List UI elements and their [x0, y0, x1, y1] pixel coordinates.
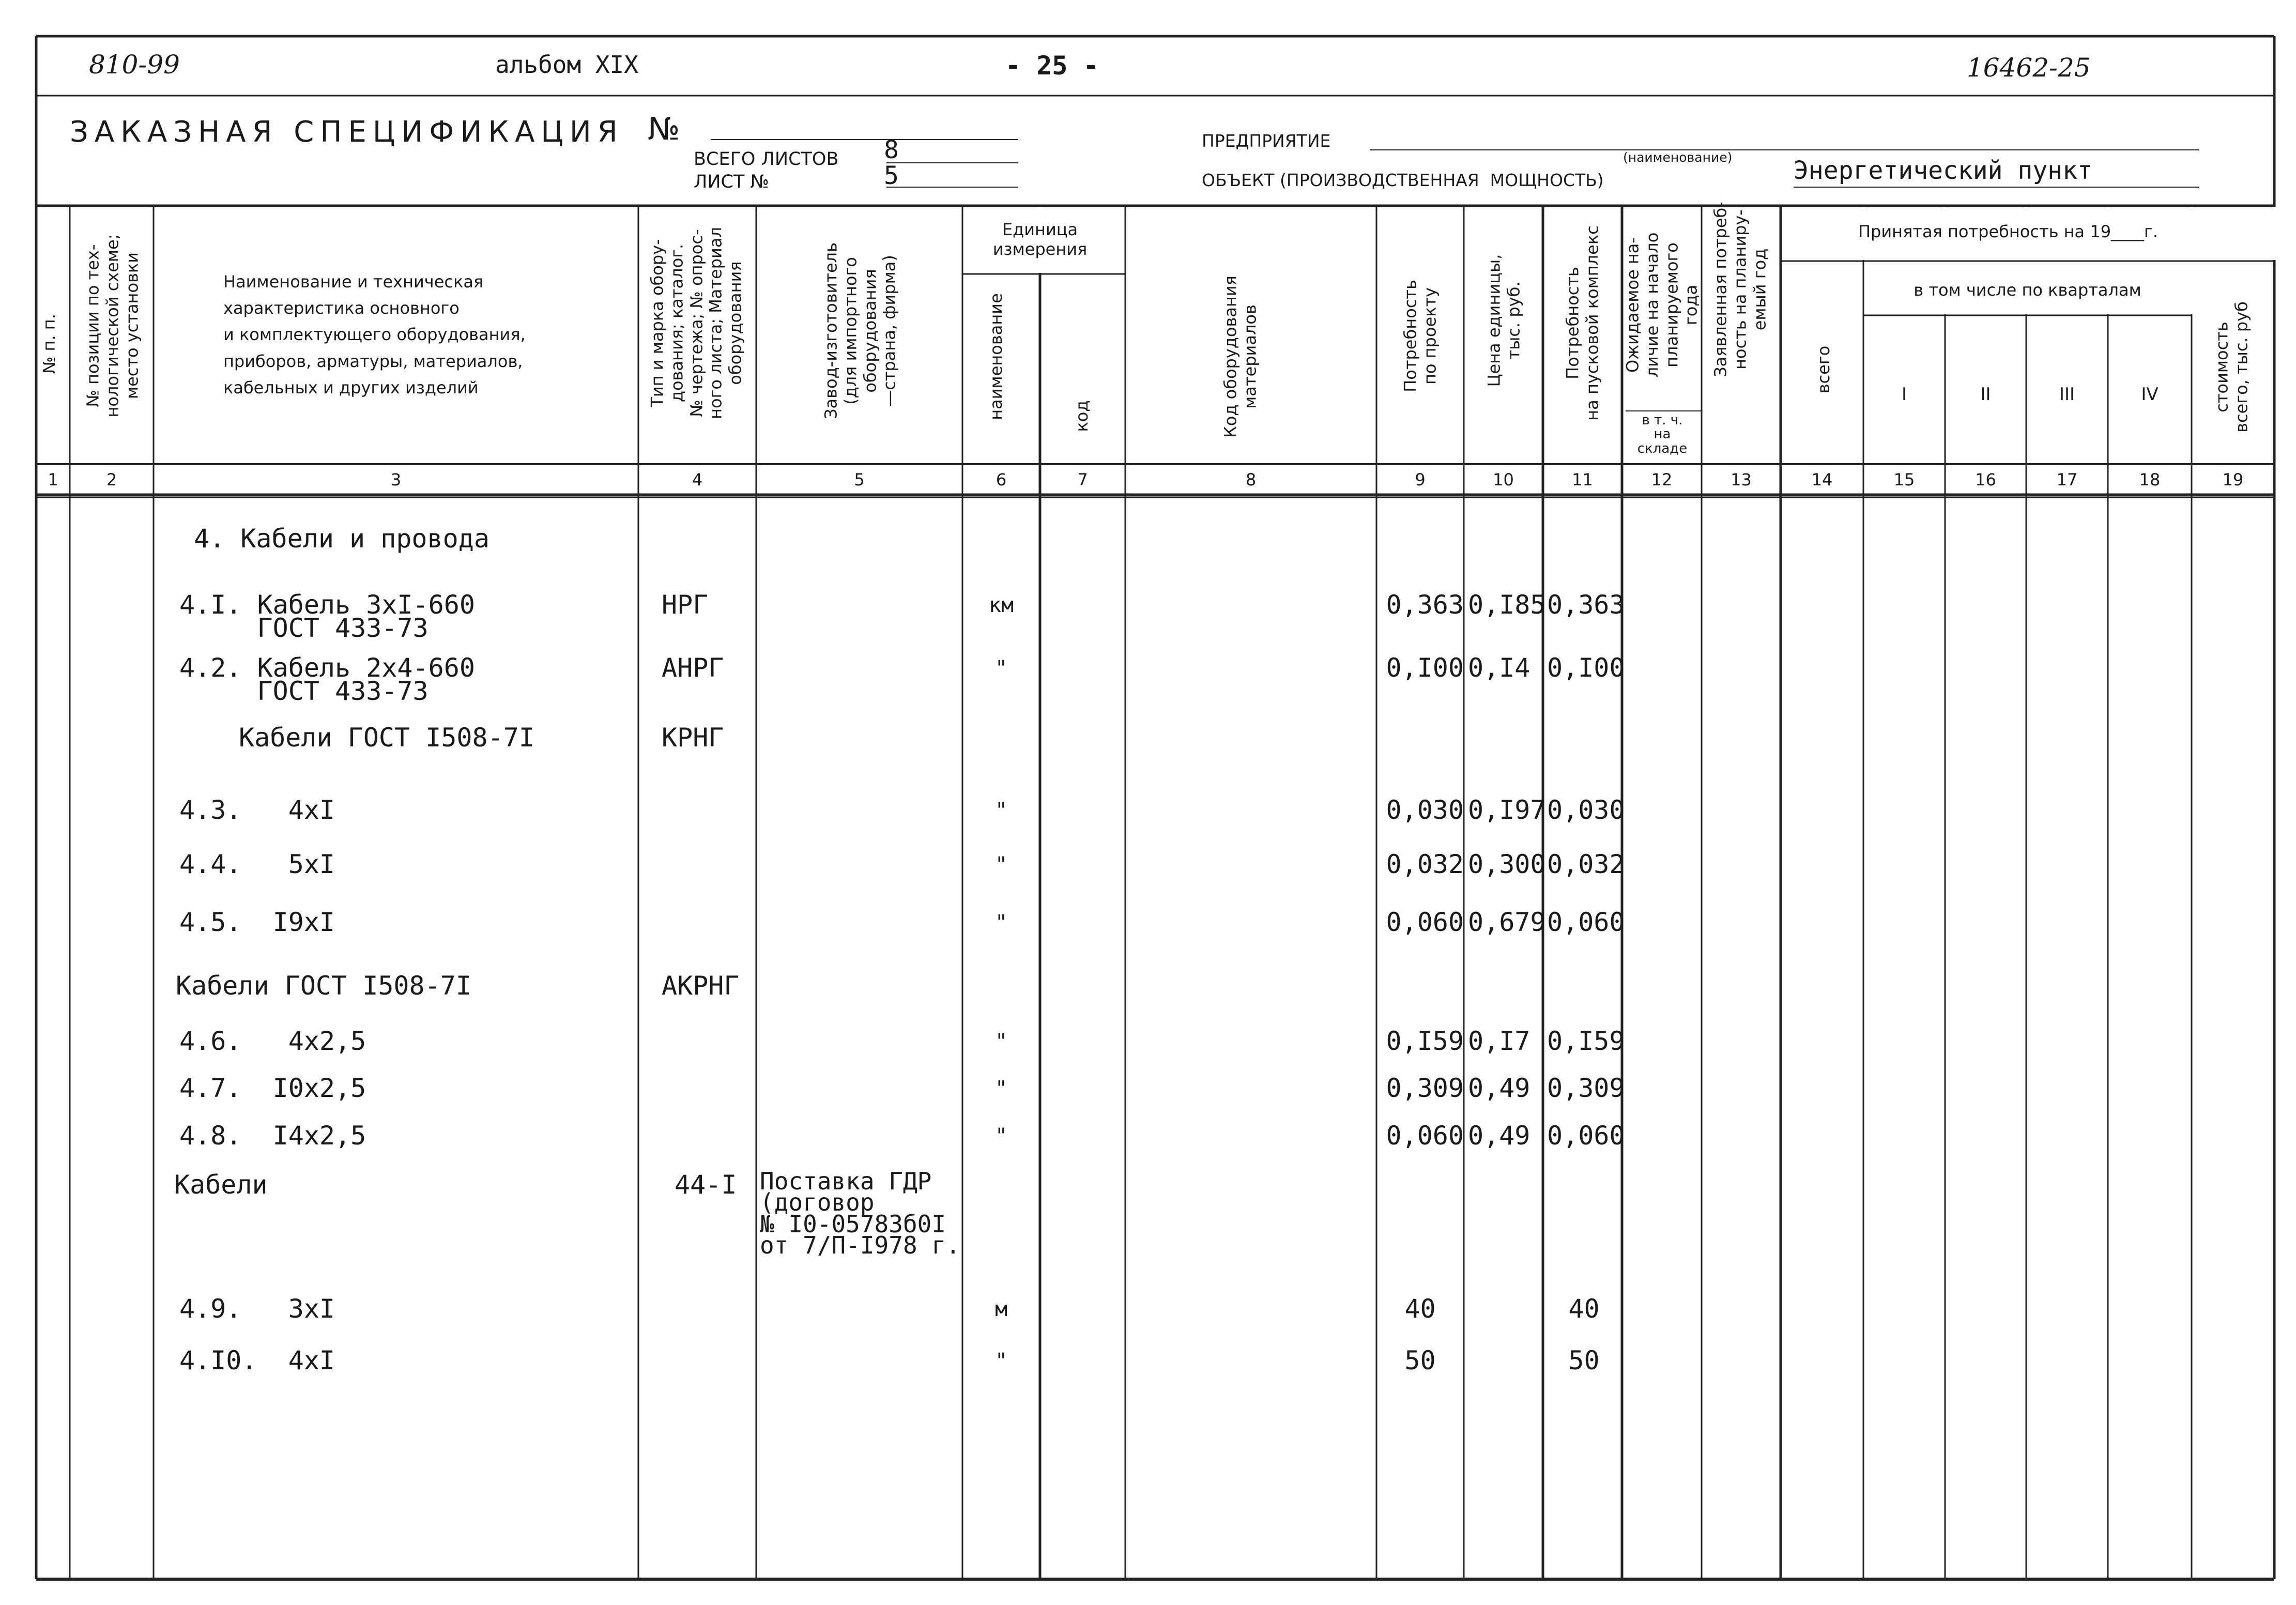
- item-need: 50: [1404, 1346, 1436, 1375]
- item-need: 0,030: [1386, 795, 1464, 825]
- item-name: 4.8. I4х2,5: [179, 1121, 366, 1151]
- total-sheets-value: 8: [884, 135, 899, 164]
- column-number: 13: [1731, 470, 1752, 490]
- col15-header: I: [1901, 384, 1907, 405]
- item-need: 0,309: [1386, 1073, 1464, 1103]
- col1-header: № п. п.: [39, 314, 59, 374]
- column-number: 11: [1572, 470, 1593, 490]
- item-manufacturer: Поставка ГДР (договор № I0-05783б0I от 7/П-I978 г.: [760, 1167, 960, 1260]
- page-number: - 25 -: [1005, 51, 1099, 81]
- item-price: 0,I7: [1468, 1026, 1530, 1056]
- item-name: 4.3. 4хI: [179, 795, 335, 825]
- col19-header: стоимость всего, тыс. руб: [2212, 301, 2251, 433]
- item-need: 0,363: [1386, 590, 1464, 620]
- column-number: 12: [1651, 470, 1673, 490]
- object-label: ОБЪЕКТ (ПРОИЗВОДСТВЕННАЯ МОЩНОСТЬ): [1202, 170, 1604, 190]
- column-number: 18: [2139, 470, 2161, 490]
- item-need: 0,032: [1386, 849, 1464, 879]
- col11-header: Потребность на пусковой комплекс: [1563, 225, 1602, 421]
- item-price: 0,49: [1468, 1121, 1530, 1151]
- item-name: 4.9. 3хI: [179, 1294, 335, 1324]
- column-number: 7: [1077, 470, 1088, 490]
- doc-title: ЗАКАЗНАЯ СПЕЦИФИКАЦИЯ: [70, 115, 624, 149]
- column-number: 4: [692, 470, 703, 490]
- item-start-complex: 0,363: [1547, 590, 1625, 620]
- col7-header: код: [1072, 400, 1092, 432]
- item-type: АНРГ: [662, 653, 724, 683]
- item-type: КРНГ: [662, 723, 724, 753]
- item-unit: ": [994, 853, 1008, 877]
- item-price: 0,300: [1468, 849, 1546, 879]
- col2-header: № позиции по тех- нологической схеме; место установки: [83, 234, 142, 418]
- item-need: 0,I00: [1386, 653, 1464, 683]
- item-name: 4.7. I0х2,5: [179, 1073, 366, 1103]
- album-label: альбом XIX: [495, 51, 638, 79]
- item-unit: м: [994, 1297, 1008, 1321]
- col12-header: Ожидаемое на- личие на начало планируемого года: [1622, 232, 1701, 378]
- column-number: 6: [996, 470, 1007, 490]
- column-number: 15: [1893, 470, 1915, 490]
- item-unit: ": [994, 1030, 1008, 1053]
- item-start-complex: 0,032: [1547, 849, 1625, 879]
- col14-header: всего: [1814, 345, 1834, 394]
- item-name: Кабели ГОСТ I508-7I: [239, 723, 534, 753]
- item-name: Кабели ГОСТ I508-7I: [176, 971, 471, 1001]
- item-start-complex: 0,309: [1547, 1073, 1625, 1103]
- item-start-complex: 0,060: [1547, 907, 1625, 937]
- unit-group-header: Единица измерения: [992, 220, 1088, 259]
- item-start-complex: 0,I59: [1547, 1026, 1625, 1056]
- item-price: 0,I85: [1468, 590, 1546, 620]
- column-number: 17: [2056, 470, 2078, 490]
- col6-header: наименование: [986, 293, 1006, 420]
- item-name: 4.2. Кабель 2х4-660 ГОСТ 433-73: [179, 653, 475, 706]
- item-type: 44-I: [675, 1170, 737, 1200]
- col10-header: Цена единицы, тыс. руб.: [1484, 254, 1523, 387]
- column-number: 16: [1975, 470, 1996, 490]
- item-type: НРГ: [662, 590, 709, 620]
- item-price: 0,I97: [1468, 795, 1546, 825]
- naming-hint: (наименование): [1623, 150, 1733, 165]
- accepted-group-header: Принятая потребность на 19____г.: [1858, 222, 2159, 241]
- doc-code: 810-99: [89, 50, 180, 80]
- item-start-complex: 0,030: [1547, 795, 1625, 825]
- number-sign: №: [648, 111, 680, 147]
- col12-subheader: в т. ч. на складе: [1637, 412, 1688, 456]
- item-unit: ": [994, 656, 1008, 680]
- item-need: 40: [1404, 1294, 1436, 1324]
- item-name: 4.5. I9хI: [179, 907, 335, 937]
- column-number: 8: [1245, 470, 1257, 490]
- column-number: 1: [48, 470, 58, 490]
- item-unit: км: [988, 593, 1014, 617]
- item-unit: ": [994, 799, 1008, 822]
- item-need: 0,I59: [1386, 1026, 1464, 1056]
- column-number: 14: [1811, 470, 1833, 490]
- column-number: 19: [2222, 470, 2244, 490]
- item-start-complex: 40: [1568, 1294, 1600, 1324]
- col8-header: Код оборудования материалов: [1220, 276, 1260, 438]
- item-unit: ": [994, 911, 1008, 935]
- col9-header: Потребность по проекту: [1400, 280, 1440, 392]
- item-start-complex: 0,I00: [1547, 653, 1625, 683]
- sheet-number-value: 5: [884, 161, 899, 190]
- grid-mask: [2272, 207, 2276, 260]
- column-number: 2: [106, 470, 117, 490]
- item-unit: ": [994, 1124, 1008, 1148]
- sheet-number-label: ЛИСТ №: [694, 172, 769, 192]
- item-need: 0,060: [1386, 1121, 1464, 1151]
- item-name: 4.I. Кабель 3хI-660 ГОСТ 433-73: [179, 590, 475, 643]
- column-number: 10: [1493, 470, 1514, 490]
- col13-header: Заявленная потреб- ность на планиру- емый год: [1710, 202, 1769, 377]
- col16-header: II: [1980, 384, 1991, 405]
- sheet-reference: 16462-25: [1967, 53, 2091, 83]
- item-price: 0,679: [1468, 907, 1546, 937]
- column-number: 3: [390, 470, 402, 490]
- col3-header: Наименование и техническая характеристика основного и комплектующего оборудования, приборов, арматуры, материалов, кабельных и других изделий: [223, 272, 526, 398]
- item-type: АКРНГ: [662, 971, 740, 1001]
- col4-header: Тип и марка обору- дования; каталог. № чертежа; № опрос- ного листа; Материал оборудования: [647, 227, 745, 419]
- item-start-complex: 50: [1568, 1346, 1600, 1375]
- item-name: Кабели: [174, 1170, 268, 1200]
- item-need: 0,060: [1386, 907, 1464, 937]
- total-sheets-label: ВСЕГО ЛИСТОВ: [694, 149, 839, 170]
- item-price: 0,49: [1468, 1073, 1530, 1103]
- item-start-complex: 0,060: [1547, 1121, 1625, 1151]
- column-number: 5: [854, 470, 865, 490]
- item-name: 4. Кабели и провода: [194, 524, 489, 554]
- item-name: 4.I0. 4хI: [179, 1346, 335, 1375]
- col18-header: IV: [2141, 384, 2159, 405]
- column-number: 9: [1415, 470, 1426, 490]
- item-unit: ": [994, 1077, 1008, 1100]
- item-name: 4.6. 4х2,5: [179, 1026, 366, 1056]
- col17-header: III: [2059, 384, 2075, 405]
- item-name: 4.4. 5хI: [179, 849, 335, 879]
- item-unit: ": [994, 1349, 1008, 1373]
- enterprise-label: ПРЕДПРИЯТИЕ: [1202, 131, 1331, 151]
- col5-header: Завод-изготовитель (для импортного оборудования —страна, фирма): [821, 242, 899, 419]
- quarters-group-header: в том числе по кварталам: [1914, 280, 2141, 300]
- item-price: 0,I4: [1468, 653, 1530, 683]
- object-value: Энергетический пункт: [1794, 156, 2092, 185]
